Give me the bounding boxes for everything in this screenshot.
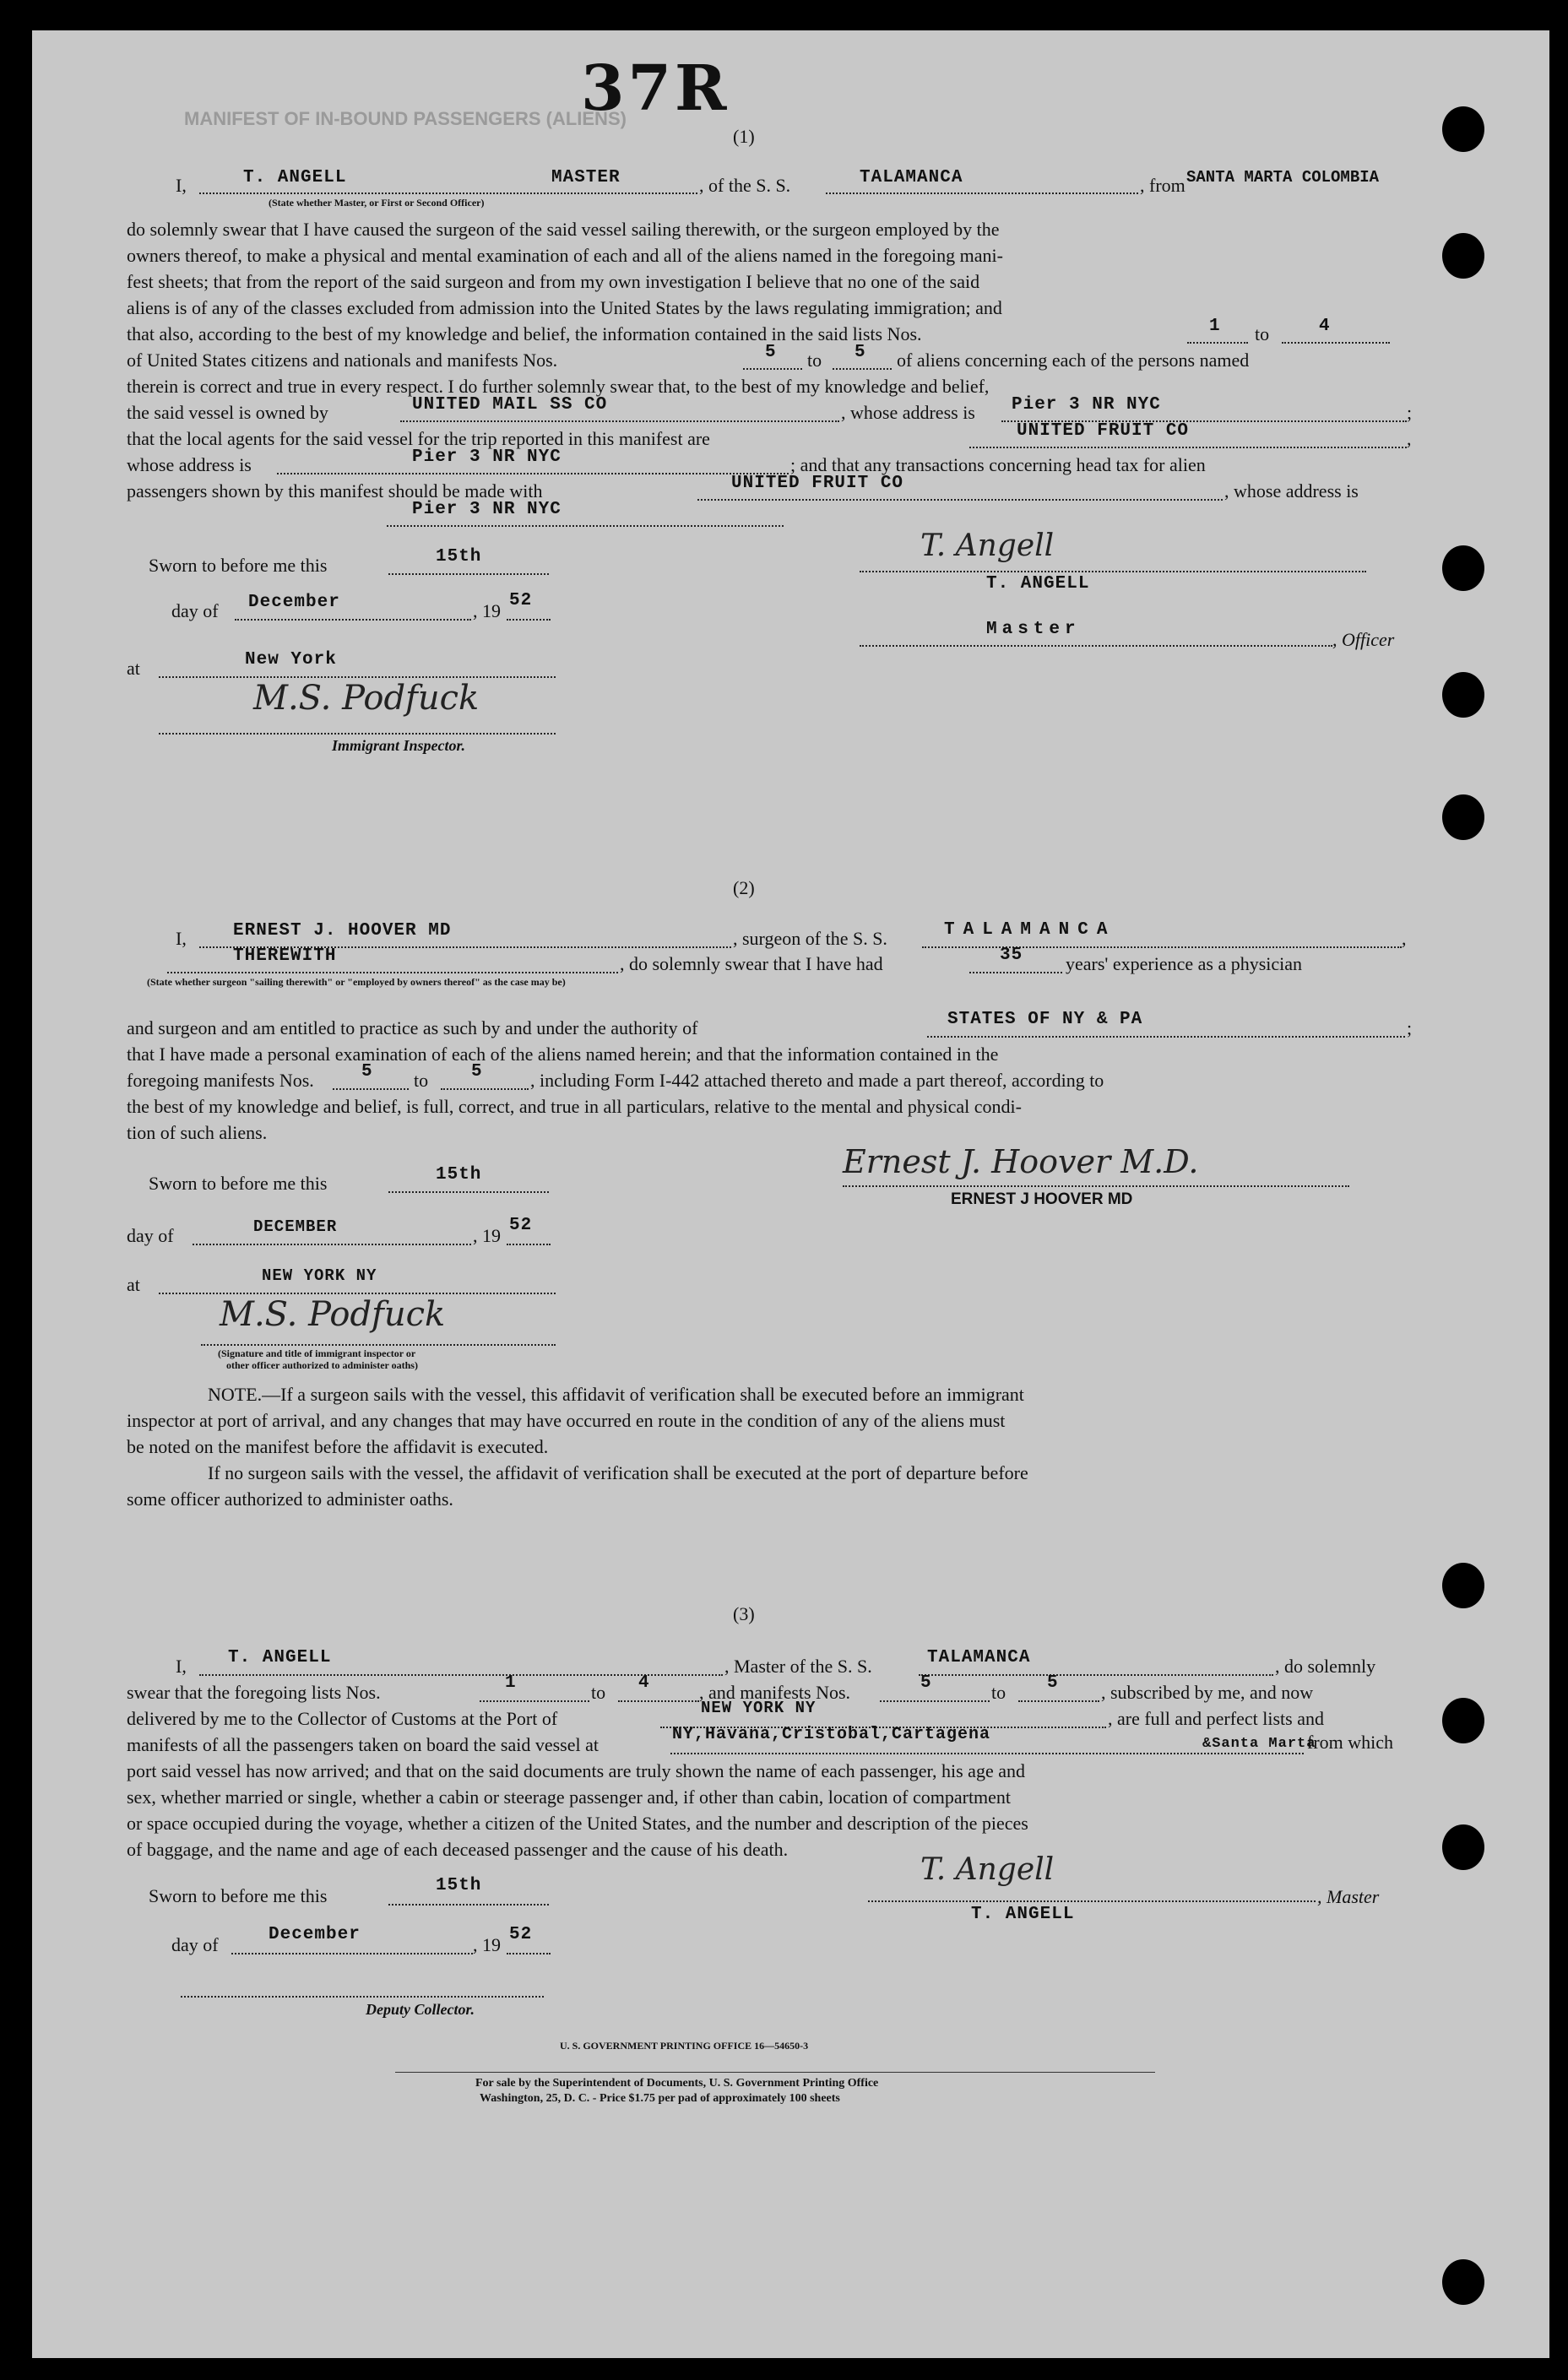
manifest-to: 5: [1047, 1673, 1059, 1693]
years-experience: 35: [1000, 946, 1023, 965]
fill-line: [159, 1293, 556, 1294]
year-suffix: 52: [509, 591, 533, 610]
fill-line: [1282, 342, 1390, 344]
oath-line: or space occupied during the voyage, whether a citizen of the United States, and the number and description of the pieces: [127, 1813, 1028, 1834]
signature-line: [860, 645, 1332, 647]
section-number: (2): [733, 877, 755, 898]
oath-line: of baggage, and the name and age of each deceased passenger and the cause of his death.: [127, 1839, 789, 1860]
fill-line: [400, 420, 839, 422]
fill-line: [388, 1904, 549, 1906]
vessel-name: TALAMANCA: [944, 920, 1116, 940]
punch-hole: [1442, 672, 1484, 718]
fill-line: [670, 1753, 1304, 1754]
year-suffix: 52: [509, 1216, 533, 1235]
foregoing-post: , including Form I-442 attached thereto and made a part thereof, according to: [530, 1070, 1104, 1091]
surgeon-signature: Ernest J. Hoover M.D.: [843, 1143, 1199, 1180]
punch-hole: [1442, 1698, 1484, 1743]
fill-line: [193, 1244, 471, 1245]
fill-line: [1018, 1700, 1099, 1702]
at-label: at: [127, 1274, 140, 1295]
fill-line: [159, 676, 556, 678]
swear-text: swear that the foregoing lists Nos.: [127, 1682, 381, 1703]
collector-caption: Deputy Collector.: [366, 2001, 475, 2018]
note-line: some officer authorized to administer oaths.: [127, 1488, 453, 1510]
year-prefix: , 19: [473, 1934, 501, 1955]
to-word: to: [1255, 323, 1270, 344]
fill-line: [1187, 342, 1248, 344]
inspector-signature: M.S. Podfuck: [253, 679, 480, 718]
delivered-post: , are full and perfect lists and: [1108, 1708, 1324, 1729]
fill-line: [826, 192, 1138, 194]
lists-from: 1: [505, 1673, 517, 1693]
from-which: from which: [1307, 1732, 1394, 1753]
surgeon-typed-name: ERNEST J HOOVER MD: [951, 1190, 1133, 1208]
owner-address: Pier 3 NR NYC: [1012, 395, 1161, 415]
fill-line: [387, 525, 784, 527]
delivered-text: delivered by me to the Collector of Customs at the Port of: [127, 1708, 558, 1729]
note-line: NOTE.—If a surgeon sails with the vessel, this affidavit of verification shall be executed before an immigrant: [208, 1384, 1024, 1405]
agent-address-label: whose address is: [127, 454, 252, 475]
sworn-place: NEW YORK NY: [262, 1266, 377, 1285]
sworn-label: Sworn to before me this: [149, 555, 328, 576]
master-title: MASTER: [551, 168, 621, 187]
oath-line: the best of my knowledge and belief, is full, correct, and true in all particulars, relative to the mental and physical condi-: [127, 1096, 1022, 1117]
fill-line: [480, 1700, 589, 1702]
master-name: T. ANGELL: [243, 168, 347, 187]
fill-line: [507, 619, 551, 621]
transactions-text: ; and that any transactions concerning head tax for alien: [790, 454, 1206, 475]
sworn-label: Sworn to before me this: [149, 1173, 328, 1194]
signature-line: [860, 571, 1366, 572]
note-line: be noted on the manifest before the affidavit is executed.: [127, 1436, 549, 1457]
day-of-label: day of: [171, 600, 219, 621]
inspector-caption: Immigrant Inspector.: [332, 737, 466, 754]
head-tax-with: UNITED FRUIT CO: [731, 474, 904, 493]
agents-name: UNITED FRUIT CO: [1017, 421, 1190, 441]
citizens-text: of United States citizens and nationals and manifests Nos.: [127, 350, 558, 371]
note-line: inspector at port of arrival, and any changes that may have occurred en route in the condition of any of the aliens must: [127, 1410, 1006, 1431]
manifest-from: 5: [920, 1673, 932, 1693]
citizens-post: of aliens concerning each of the persons named: [897, 350, 1250, 371]
manifests-all-text: manifests of all the passengers taken on board the said vessel at: [127, 1734, 600, 1755]
oath-line: do solemnly swear that I have caused the surgeon of the said vessel sailing therewith, or the surgeon employed by the: [127, 219, 1000, 240]
manifest-from: 5: [361, 1062, 373, 1082]
to-word: to: [991, 1682, 1006, 1703]
oath-line: tion of such aliens.: [127, 1122, 268, 1143]
fill-line: [927, 1036, 1405, 1038]
year-prefix: , 19: [473, 1225, 501, 1246]
day-of-label: day of: [171, 1934, 219, 1955]
whose-address: , whose address is: [841, 402, 975, 423]
signature-line: [843, 1185, 1349, 1187]
punch-hole: [1442, 2259, 1484, 2305]
sworn-month: DECEMBER: [253, 1217, 338, 1236]
year-prefix: , 19: [473, 600, 501, 621]
fill-line: [441, 1088, 529, 1090]
fill-line: [231, 1953, 473, 1954]
surgeon-of-label: , surgeon of the S. S.: [733, 928, 887, 949]
label-i: I,: [176, 928, 187, 949]
day-of-label: day of: [127, 1225, 174, 1246]
sworn-month: December: [269, 1925, 361, 1944]
officer-typed-name: T. ANGELL: [986, 574, 1090, 594]
oath-line: owners thereof, to make a physical and mental examination of each and all of the aliens named in the foregoing mani-: [127, 245, 1003, 266]
fill-line: [507, 1244, 551, 1245]
manifests-text: , and manifests Nos.: [699, 1682, 851, 1703]
label-of-ss: , of the S. S.: [699, 175, 791, 196]
punch-hole: [1442, 794, 1484, 840]
authority-value: STATES OF NY & PA: [947, 1010, 1143, 1029]
fill-line: [199, 192, 697, 194]
manifest-to: 5: [855, 343, 866, 362]
subscribed-text: , subscribed by me, and now: [1101, 1682, 1314, 1703]
owned-text: the said vessel is owned by: [127, 402, 328, 423]
master-suffix: , Master: [1317, 1886, 1380, 1907]
whose-address-end: , whose address is: [1224, 480, 1359, 501]
officer-suffix: , Officer: [1332, 629, 1395, 650]
fill-line: [388, 573, 549, 575]
signature-line: [181, 1996, 544, 1998]
punch-hole: [1442, 545, 1484, 591]
lists-to: 4: [1319, 317, 1331, 336]
printing-office: U. S. GOVERNMENT PRINTING OFFICE 16—54650-3: [560, 2040, 809, 2052]
sworn-place: New York: [245, 650, 337, 670]
manifest-to: 5: [471, 1062, 483, 1082]
manifest-from: 5: [765, 343, 777, 362]
fill-line: [969, 972, 1062, 973]
agent-address: Pier 3 NR NYC: [412, 447, 562, 467]
sworn-day: 15th: [436, 547, 482, 567]
fill-line: [235, 619, 471, 621]
fill-line: [743, 368, 802, 370]
section-number: (1): [733, 126, 755, 147]
surgeon-name: ERNEST J. HOOVER MD: [233, 921, 452, 941]
master-typed-name: T. ANGELL: [971, 1905, 1075, 1924]
foregoing-text: foregoing manifests Nos.: [127, 1070, 314, 1091]
label-i: I,: [176, 1656, 187, 1677]
lists-from: 1: [1209, 317, 1221, 336]
at-label: at: [127, 658, 140, 679]
officer-signature: T. Angell: [920, 529, 1055, 563]
lists-text: that also, according to the best of my knowledge and belief, the information contained in the said lists Nos.: [127, 323, 922, 344]
year-suffix: 52: [509, 1925, 533, 1944]
oath-line: sex, whether married or single, whether a cabin or steerage passenger and, if other than cabin, location of compartment: [127, 1786, 1012, 1808]
label-from: , from: [1140, 175, 1185, 196]
signature-line: [868, 1900, 1316, 1902]
for-sale-line: Washington, 25, D. C. - Price $1.75 per pad of approximately 100 sheets: [480, 2092, 840, 2105]
master-signature: T. Angell: [920, 1852, 1055, 1887]
vessel-name: TALAMANCA: [927, 1648, 1031, 1667]
head-tax-address: Pier 3 NR NYC: [412, 500, 562, 519]
fill-line: [388, 1191, 549, 1193]
authority-text: and surgeon and am entitled to practice as such by and under the authority of: [127, 1017, 698, 1038]
note-line: If no surgeon sails with the vessel, the affidavit of verification shall be executed at the port of departure before: [208, 1462, 1028, 1483]
master-name: T. ANGELL: [228, 1648, 332, 1667]
departure-port: SANTA MARTA COLOMBIA: [1186, 168, 1380, 187]
master-of-label: , Master of the S. S.: [724, 1656, 872, 1677]
head-tax-text: passengers shown by this manifest should be made with: [127, 480, 543, 501]
oath-line: port said vessel has now arrived; and that on the said documents are truly shown the name of each passenger, his age and: [127, 1760, 1025, 1781]
fill-line: [277, 473, 789, 474]
ports-extra: &Santa Marta: [1202, 1736, 1316, 1752]
fill-line: [333, 1088, 409, 1090]
manifest-affidavit-page: MANIFEST OF IN-BOUND PASSENGERS (ALIENS) 37R (1) I, T. ANGELL MASTER , of the S. S. TALAMANCA , from SANTA MARTA COLOMBIA (State whether Master, or First or Second Officer) do solemnly swear that I have caused the surgeon of the said vessel sailing therewith, or the surgeon employed by the owners thereof, to make a physical and mental examination of each and all of the aliens named in the foregoing mani- fest sheets; that from the report of the said surgeon and from my own investigation I believe that no one of the said aliens is of any of the classes excluded from admission into the United States by the laws regulating immigration; and that also, according to the best of my knowledge and belief, the information contained in the said lists Nos. 1 to 4 of United States citizens and nationals and manifests Nos. 5 to 5 of aliens concerning each of the persons named therein is correct and true in every respect. I do further solemnly swear that, to the best of my knowledge and belief, the said vessel is owned by UNITED MAIL SS CO , whose address is Pier 3 NR NYC ; that the local agents for the said vessel for the trip reported in this manifest are UNITED FRUIT CO , whose address is Pier 3 NR NYC ; and that any transactions concerning head tax for alien passengers shown by this manifest should be made with UNITED FRUIT CO , whose address is Pier 3 NR NYC Sworn to before me this 15th day of December , 19 52 at New York M.S. Podfuck Immigrant Inspector. T. Angell T. ANGELL Master , Officer (2) I, ERNEST J. HOOVER MD , surgeon of the S. S. TALAMANCA , THEREWITH , do solemnly swear that I have had 35 years' experience as a physician (State whether surgeon "sailing therewith" or "employed by owners thereof" as the case may be) and surgeon and am entitled to practice as such by and under the authority of STATES OF NY & PA ; that I have made a personal examination of each of the aliens named herein; and that the information contained in the foregoing manifests Nos. 5 to 5 , including Form I-442 attached thereto and made a part thereof, according to the best of my knowledge and belief, is full, correct, and true in all particulars, relative to the mental and physical condi- tion of such aliens. Sworn to before me this 15th Ernest J. Hoover M.D. ERNEST J HOOVER MD day of DECEMBER , 19 52 at NEW YORK NY M.S. Podfuck (Signature and title of immigrant inspector or other officer authorized to administer oaths) NOTE.—If a surgeon sails with the vessel, this affidavit of verification shall be executed before an immigrant inspector at port of arrival, and any changes that may have occurred en route in the condition of any of the aliens must be noted on the manifest before the affidavit is executed. If no surgeon sails with the vessel, the affidavit of verification shall be executed at the port of departure before some officer authorized to administer oaths. (3) I, T. ANGELL , Master of the S. S. TALAMANCA , do solemnly swear that the foregoing lists Nos. 1 to 4 , and manifests Nos. 5 to 5 , subscribed by me, and now delivered by me to the Collector of Customs at the Port of NEW YORK NY , are full and perfect lists and manifests of all the passengers taken on board the said vessel at NY,Havana,Cristobal,Cartagena &Santa Marta from which port said vessel has now arrived; and that on the said documents are truly shown the name of each passenger, his age and sex, whether married or single, whether a cabin or steerage passenger and, if other than cabin, location of compartment or space occupied during the voyage, whether a citizen of the United States, and the number and description of the pieces of baggage, and the name and age of each deceased passenger and the cause of his death. Sworn to before me this 15th T. Angell , Master T. ANGELL day of December , 19 52 Deputy Collector. U. S. GOVERNMENT PRINTING OFFICE 16—54650-3 For sale by the Superintendent of Documents, U. S. Government Printing Office Washington, 25, D. C. - Price $1.75 per pad of approximately 100 sheets: [32, 30, 1549, 2358]
punch-hole: [1442, 1563, 1484, 1608]
fill-line: [919, 1674, 1273, 1676]
oath-line: therein is correct and true in every respect. I do further solemnly swear that, to the best of my knowledge and belief,: [127, 376, 990, 397]
section-number: (3): [733, 1603, 755, 1624]
footer-rule: [395, 2072, 1155, 2073]
label-i: I,: [176, 175, 187, 196]
oath-line: fest sheets; that from the report of the said surgeon and from my own investigation I believe that no one of the said: [127, 271, 980, 292]
surgeon-capacity: THEREWITH: [233, 946, 337, 966]
to-word: to: [414, 1070, 429, 1091]
sworn-day: 15th: [436, 1876, 482, 1895]
fill-line: [969, 447, 1407, 448]
oath-line: aliens is of any of the classes excluded from admission into the United States by the laws regulating immigration; and: [127, 297, 1002, 318]
do-solemnly: , do solemnly: [1275, 1656, 1376, 1677]
to-word: to: [807, 350, 822, 371]
vessel-name: TALAMANCA: [860, 168, 963, 187]
handwritten-number: 37R: [581, 52, 730, 125]
to-word: to: [591, 1682, 606, 1703]
name-caption: (State whether Master, or First or Second Officer): [269, 197, 485, 209]
capacity-caption: (State whether surgeon "sailing therewith" or "employed by owners thereof" as the case may be): [147, 976, 566, 988]
ports-list: NY,Havana,Cristobal,Cartagena: [672, 1725, 991, 1744]
fill-line: [167, 972, 618, 973]
oath-line: that I have made a personal examination of each of the aliens named herein; and that the information contained in the: [127, 1044, 999, 1065]
lists-to: 4: [638, 1673, 650, 1693]
fill-line: [697, 499, 1223, 501]
sworn-day: 15th: [436, 1165, 482, 1185]
faded-form-label: MANIFEST OF IN-BOUND PASSENGERS (ALIENS): [184, 108, 627, 129]
punch-hole: [1442, 106, 1484, 152]
inspector-caption: other officer authorized to administer oaths): [226, 1359, 418, 1371]
signature-line: [159, 733, 556, 735]
inspector-signature: M.S. Podfuck: [220, 1295, 446, 1334]
fill-line: [880, 1700, 990, 1702]
inspector-caption: (Signature and title of immigrant inspector or: [218, 1347, 416, 1359]
years-post: years' experience as a physician: [1066, 953, 1303, 974]
fill-line: [618, 1700, 699, 1702]
for-sale-line: For sale by the Superintendent of Documents, U. S. Government Printing Office: [475, 2077, 879, 2090]
owner-name: UNITED MAIL SS CO: [412, 395, 608, 415]
sworn-month: December: [248, 593, 340, 612]
sworn-label: Sworn to before me this: [149, 1885, 328, 1906]
signature-line: [201, 1344, 556, 1346]
officer-rank: Master: [986, 620, 1081, 639]
fill-line: [922, 946, 1402, 948]
agents-text: that the local agents for the said vessel for the trip reported in this manifest are: [127, 428, 710, 449]
fill-line: [507, 1953, 551, 1954]
swear-text: , do solemnly swear that I have had: [620, 953, 883, 974]
fill-line: [833, 368, 892, 370]
arrival-port: NEW YORK NY: [701, 1699, 817, 1717]
